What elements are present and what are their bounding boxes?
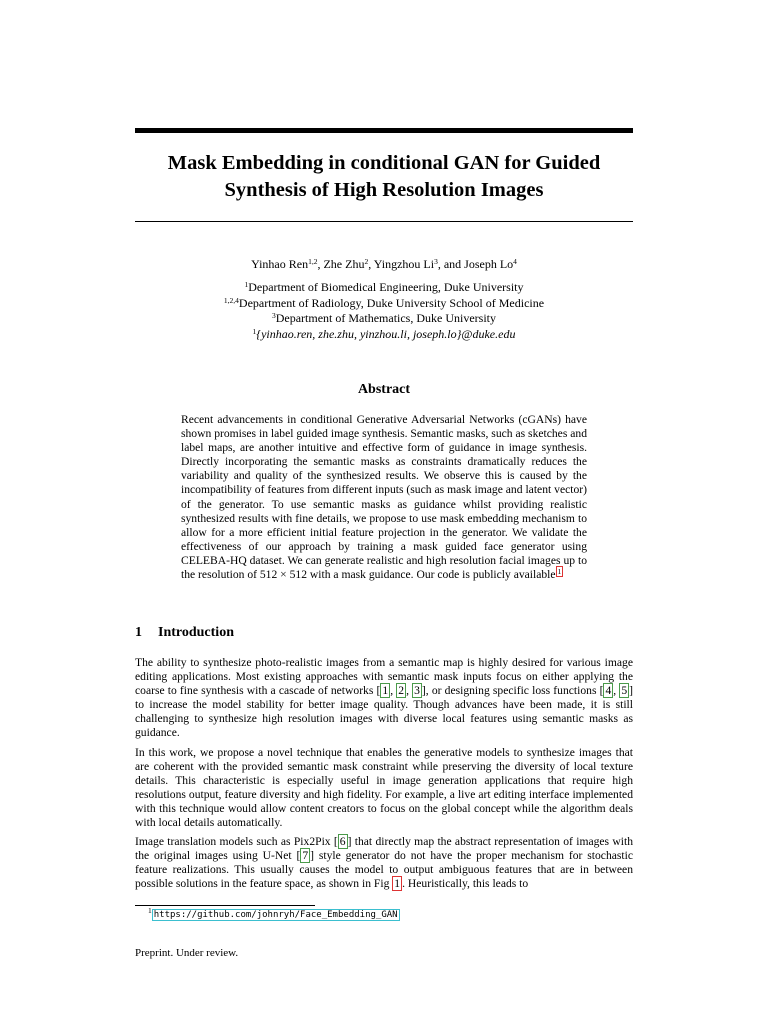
title-line-1: Mask Embedding in conditional GAN for Guided	[167, 152, 601, 174]
footnote-ref-link[interactable]: 1	[557, 567, 562, 577]
section-title: Introduction	[158, 625, 234, 640]
citation-link[interactable]: 3	[414, 684, 420, 698]
paragraph: The ability to synthesize photo-realistic images from a semantic map is highly desired for various image editing applications. Most existing approaches with semantic mask inputs focus on either applying the coarse to fine synthesis with a cascade of networks [ 1 , 2 , 3 ], or designing specific loss functions [ 4 , 5 ] to increase the model stability for better image quality. Though advances have been made, it is still challenging to synthesize high resolution images with diverse local features using semantic masks as guidance.	[135, 656, 634, 740]
section-heading-introduction	[135, 624, 633, 642]
abstract-body: Recent advancements in conditional Generative Adversarial Networks (cGANs) have shown promises in label guided image synthesis. Semantic masks, such as sketches and label maps, are another intuitive and effective form of guidance in image synthesis. Directly incorporating the semantic masks as constraints dramatically reduces the variability and quality of the synthesized results. We observe this is caused by the incompatibility of features from different inputs (such as mask image and latent vector) of the generator. To use semantic masks as guidance whilst providing realistic synthesized results with fine details, we propose to use mask embedding mechanism to allow for a more efficient initial feature projection in the generator. We validate the effectiveness of our approach by training a mask guided face generator using CELEBA-HQ dataset. We can generate realistic and high resolution facial images up to the resolution of 512 × 512 with a mask guidance. Our code is publicly available $^1$	[181, 413, 587, 582]
affiliation: $^3$Department of Mathematics, Duke University	[271, 311, 497, 325]
citation-link[interactable]: 5	[621, 684, 628, 698]
section-number: 1	[135, 625, 142, 640]
footnote-rule	[135, 905, 315, 906]
citation-link[interactable]: 6	[339, 835, 346, 849]
author: Zhe Zhu$^2$,	[323, 257, 374, 271]
citation-link[interactable]: 1	[382, 684, 389, 698]
footnote: $^1$ https://github.com/johnryh/Face_Embedding_GAN	[148, 906, 398, 920]
author-list	[135, 256, 633, 272]
author-emails: $^1${yinhao.ren, zhe.zhu, yinzhou.li, joseph.lo}@duke.edu	[252, 326, 516, 341]
introduction-body	[135, 656, 633, 897]
paragraph: In this work, we propose a novel technique that enables the generative models to synthesize images that are coherent with the provided semantic mask constraint while preserving the diversity of local texture details. This characteristic is especially useful in image generation applications that require high resolutions output, feature diversity and high fidelity. For example, a live art editing interface implemented with this technique would allow content creators to focus on the global concept while the algorithm deals with local details automatically.	[135, 745, 633, 830]
title-bottom-rule	[135, 221, 633, 222]
paragraph: Image translation models such as Pix2Pix [ 6 ] that directly map the abstract representation of images with the original images using U-Net [ 7 ] style generator do not have the proper mechanism for stochastic feature realizations. This usually causes the model to output ambiguous features that are in between possible solutions in the feature space, as shown in Fig 1 . Heuristically, this leads to	[135, 835, 633, 891]
citation-link[interactable]: 2	[398, 684, 405, 698]
citation-link[interactable]: 4	[605, 684, 612, 698]
figure-ref-link[interactable]: 1	[394, 877, 401, 891]
affiliation: $^1$Department of Biomedical Engineering, Duke University	[244, 280, 524, 294]
citation-link[interactable]: 7	[302, 849, 309, 863]
top-rule	[135, 128, 633, 133]
author: Joseph Lo$^4$	[464, 257, 517, 271]
affiliations	[135, 280, 633, 342]
author: Yinhao Ren$^{1,2}$,	[251, 257, 324, 271]
abstract-heading: Abstract	[357, 382, 411, 397]
affiliation: $^{1,2,4}$Department of Radiology, Duke University School of Medicine	[223, 295, 545, 310]
code-url-link[interactable]: https://github.com/johnryh/Face_Embedding_GAN	[153, 910, 398, 920]
title-line-2: Synthesis of High Resolution Images	[224, 179, 544, 201]
paper-title	[135, 150, 633, 204]
preprint-notice: Preprint. Under review.	[135, 947, 239, 959]
author: Yingzhou Li$^3$, and	[373, 257, 465, 271]
